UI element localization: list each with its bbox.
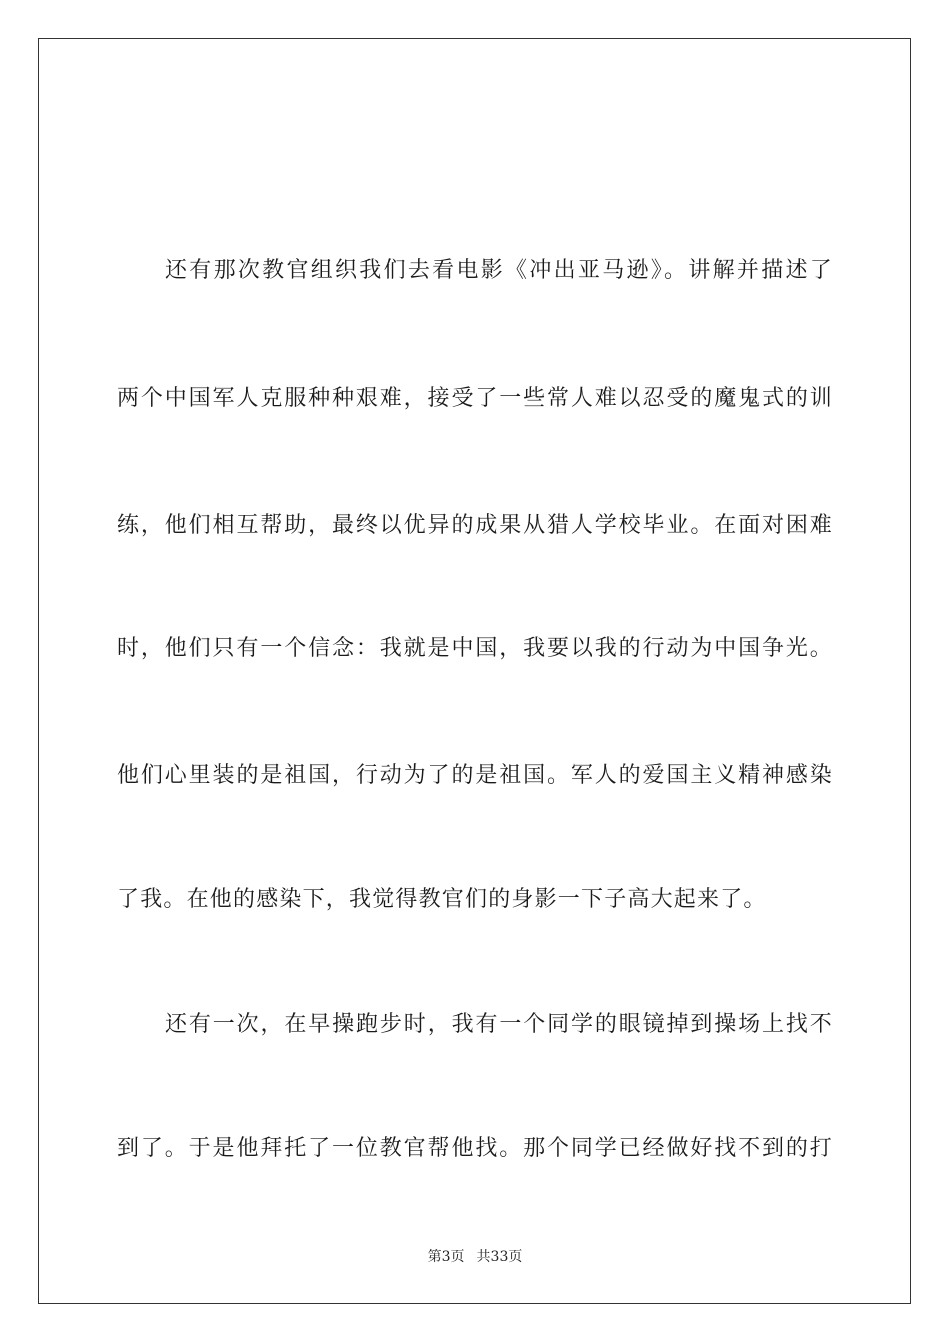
text-line-5: 他们心里装的是祖国，行动为了的是祖国。军人的爱国主义精神感染 (117, 763, 833, 788)
page-footer (0, 1248, 950, 1266)
page-total: 共33页 (476, 1249, 523, 1265)
text-line-2: 两个中国军人克服种种艰难，接受了一些常人难以忍受的魔鬼式的训 (117, 386, 833, 411)
text-line-3: 练，他们相互帮助，最终以优异的成果从猎人学校毕业。在面对困难 (117, 513, 833, 538)
text-line-8: 到了。于是他拜托了一位教官帮他找。那个同学已经做好找不到的打 (117, 1136, 833, 1161)
page-border (38, 38, 911, 1304)
page-number: 第3页 (427, 1249, 465, 1265)
text-line-1: 还有那次教官组织我们去看电影《冲出亚马逊》。讲解并描述了 (165, 258, 833, 283)
text-line-6: 了我。在他的感染下，我觉得教官们的身影一下子高大起来了。 (117, 887, 767, 912)
text-line-4: 时，他们只有一个信念：我就是中国，我要以我的行动为中国争光。 (117, 636, 833, 661)
text-line-7: 还有一次，在早操跑步时，我有一个同学的眼镜掉到操场上找不 (165, 1012, 833, 1037)
